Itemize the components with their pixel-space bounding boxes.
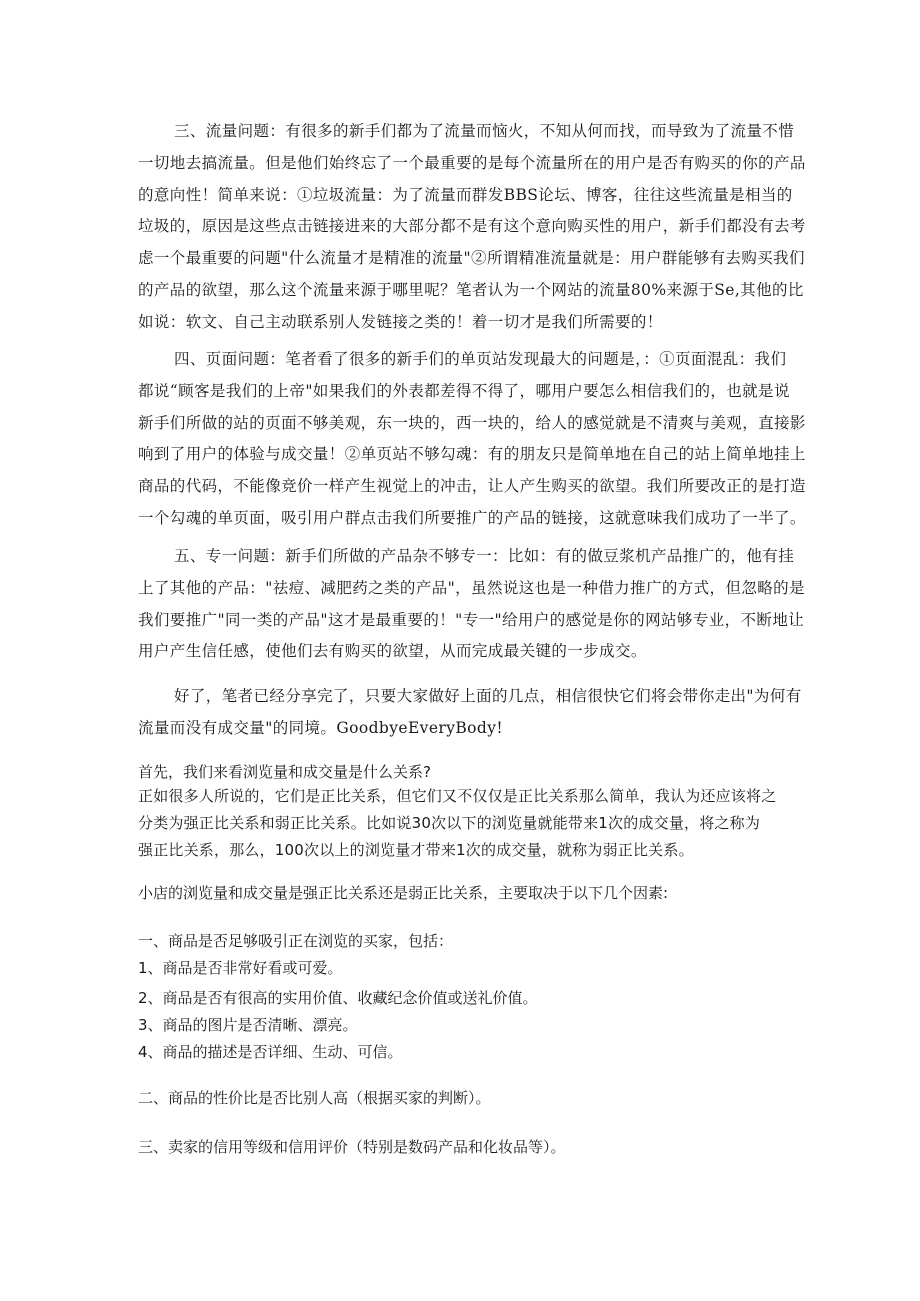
paragraph-line: 正如很多人所说的，它们是正比关系，但它们又不仅仅是正比关系那么简单，我认为还应该将之 — [138, 787, 777, 805]
list-item: 2、商品是否有很高的实用价值、收藏纪念价值或送礼价值。 — [138, 989, 538, 1007]
paragraph-line: 商品的代码，不能像竞价一样产生视觉上的冲击，让人产生购买的欲望。我们所要改正的是打造 — [138, 477, 806, 496]
relation-heading: 首先，我们来看浏览量和成交量是什么关系? — [138, 763, 431, 781]
list-item: 三、卖家的信用等级和信用评价（特别是数码产品和化妆品等）。 — [138, 1138, 566, 1156]
paragraph-line: 四、页面问题：笔者看了很多的新手们的单页站发现最大的问题是，：①页面混乱：我们 — [174, 350, 787, 368]
paragraph-line: 新手们所做的站的页面不够美观，东一块的，西一块的，给人的感觉就是不清爽与美观，直接影 — [138, 413, 806, 432]
paragraph-line: 三、流量问题：有很多的新手们都为了流量而恼火，不知从何而找，而导致为了流量不惜 — [174, 122, 795, 140]
paragraph-line: 五、专一问题：新手们所做的产品杂不够专一：比如：有的做豆浆机产品推广的，他有挂 — [174, 547, 795, 565]
paragraph-line: 流量而没有成交量"的同境。GoodbyeEveryBody! — [138, 718, 503, 737]
paragraph-line: 好了，笔者已经分享完了，只要大家做好上面的几点，相信很快它们将会带你走出"为何有 — [174, 687, 802, 705]
paragraph-line: 都说“顾客是我们的上帝"如果我们的外表都差得不得了，哪用户要怎么相信我们的，也就是说 — [138, 381, 790, 400]
paragraph-line: 一切地去搞流量。但是他们始终忘了一个最重要的是每个流量所在的用户是否有购买的你的产品 — [138, 153, 806, 172]
paragraph-line: 一个勾魂的单页面，吸引用户群点击我们所要推广的产品的链接，这就意味我们成功了一半了。 — [138, 508, 806, 527]
paragraph-line: 用户产生信任感，使他们去有购买的欲望，从而完成最关键的一步成交。 — [138, 642, 647, 661]
list-item: 二、商品的性价比是否比别人高（根据买家的判断）。 — [138, 1089, 491, 1107]
paragraph-line: 强正比关系，那么，100次以上的浏览量才带来1次的成交量，就称为弱正比关系。 — [138, 841, 694, 859]
list-item: 1、商品是否非常好看或可爱。 — [138, 959, 343, 977]
relation-paragraph — [138, 783, 788, 864]
traffic-paragraph — [138, 116, 806, 339]
list-item: 一、商品是否足够吸引正在浏览的买家，包括： — [138, 932, 454, 950]
paragraph-line: 上了其他的产品："祛痘、减肥药之类的产品"，虽然说这也是一种借力推广的方式，但忽略的是 — [138, 578, 805, 597]
factors-heading: 小店的浏览量和成交量是强正比关系还是弱正比关系，主要取决于以下几个因素: — [138, 884, 669, 902]
paragraph-line: 我们要推广"同一类的产品"这才是最重要的！"专一"给用户的感觉是你的网站够专业，不断地让 — [138, 610, 805, 629]
paragraph-line: 如说：软文、自己主动联系别人发链接之类的！着一切才是我们所需要的！ — [138, 312, 663, 331]
focus-paragraph — [138, 541, 805, 668]
list-item: 4、商品的描述是否详细、生动、可信。 — [138, 1043, 403, 1061]
paragraph-line: 垃圾的，原因是这些点击链接进来的大部分都不是有这个意向购买性的用户，新手们都没有去考 — [138, 217, 806, 236]
paragraph-line: 分类为强正比关系和弱正比关系。比如说30次以下的浏览量就能带来1次的成交量，将之称为 — [138, 814, 761, 832]
list-item: 3、商品的图片是否清晰、漂亮。 — [138, 1016, 358, 1034]
paragraph-line: 的产品的欲望，那么这个流量来源于哪里呢？笔者认为一个网站的流量80%来源于Se,其他的比 — [138, 280, 804, 299]
paragraph-line: 虑一个最重要的问题"什么流量才是精准的流量"②所谓精准流量就是：用户群能够有去购买我们 — [138, 249, 805, 268]
closing-paragraph — [138, 681, 802, 745]
page-paragraph — [138, 344, 806, 535]
paragraph-line: 响到了用户的体验与成交量！②单页站不够勾魂：有的朋友只是简单地在自己的站上简单地挂上 — [138, 445, 806, 464]
paragraph-line: 的意向性！简单来说：①垃圾流量：为了流量而群发BBS论坛、博客，往往这些流量是相当的 — [138, 185, 793, 204]
